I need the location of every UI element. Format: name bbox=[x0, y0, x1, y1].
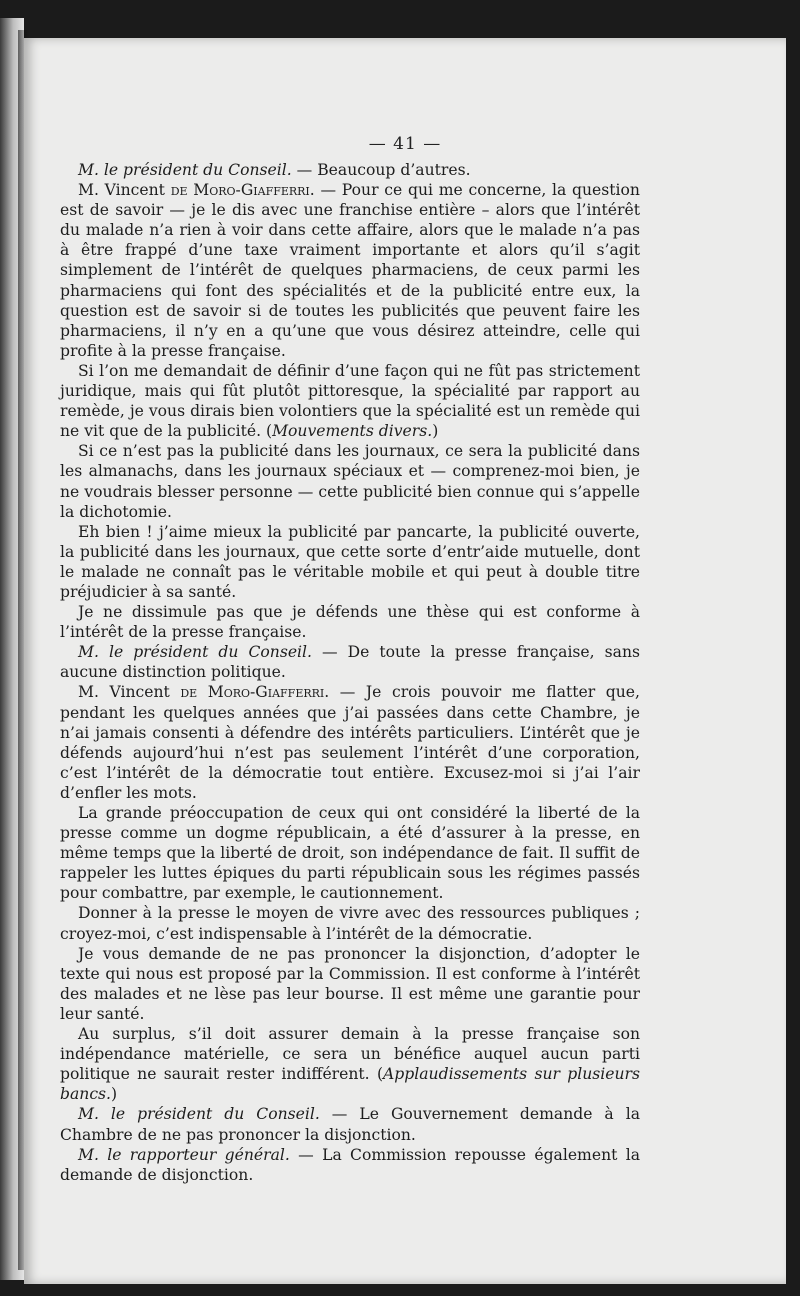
text-run: ) bbox=[111, 1085, 118, 1104]
speaker-name: de Moro-Giafferri. bbox=[170, 181, 315, 200]
paragraph bbox=[60, 1145, 640, 1185]
text-run: ) bbox=[432, 422, 439, 441]
italic-text: M. le rapporteur général. bbox=[78, 1145, 290, 1164]
text-run: M. Vincent bbox=[78, 181, 171, 200]
paragraph bbox=[60, 803, 640, 903]
book-page bbox=[24, 38, 786, 1284]
italic-text: M. le président du Conseil. bbox=[78, 643, 312, 662]
paragraph bbox=[60, 180, 640, 361]
text-run: — De toute la presse française, sans aucune distinction politique. bbox=[60, 643, 640, 682]
text-run: La grande préoccupation de ceux qui ont considéré la liberté de la presse comme un dogme républicain, a été d’assurer à la presse, en même temps que la liberté de droit, son indépendance de fait. Il suffit de rappeler les luttes épiques du parti républicain sous les régimes passés pour combattre, par exemple, le cautionnement. bbox=[60, 804, 640, 903]
paragraph bbox=[60, 642, 640, 682]
paragraph bbox=[60, 160, 640, 180]
italic-text: Applaudissements sur plusieurs bancs. bbox=[60, 1065, 640, 1104]
paragraph bbox=[60, 944, 640, 1024]
text-run: — Je crois pouvoir me flatter que, pendant les quelques années que j’ai passées dans cette Chambre, je n’ai jamais consenti à défendre des intérêts particuliers. L’intérêt que je défends aujourd’hui n’est pas seulement l’intérêt d’une corporation, c’est l’intérêt de la démocratie tout entière. Excusez-moi si j’ai l’air d’enfler les mots. bbox=[60, 683, 640, 802]
text-run: Donner à la presse le moyen de vivre avec des ressources publiques ; croyez-moi, c’est indispensable à l’intérêt de la démocratie. bbox=[60, 904, 640, 943]
text-run: — Beaucoup d’autres. bbox=[291, 161, 471, 179]
speaker-name: de Moro-Giafferri. bbox=[180, 683, 330, 702]
paragraph bbox=[60, 522, 640, 602]
text-run: Au surplus, s’il doit assurer demain à la presse française son indépendance matérielle, ce sera un bénéfice auquel aucun parti politique ne saurait rester indifférent. ( bbox=[60, 1025, 640, 1084]
page-number: — 41 — bbox=[368, 134, 442, 154]
italic-text: M. le président du Conseil. bbox=[78, 161, 292, 179]
paragraph bbox=[60, 682, 640, 803]
paragraph bbox=[60, 903, 640, 943]
paragraph bbox=[60, 1104, 640, 1144]
text-run: M. Vincent bbox=[78, 683, 181, 702]
page-body-text bbox=[60, 160, 640, 1185]
text-run: Si l’on me demandait de définir d’une façon qui ne fût pas strictement juridique, mais qui fût plutôt pittoresque, la spécialité par rapport au remède, je vous dirais bien volontiers que la spécialité est un remède qui ne vit que de la publicité. ( bbox=[60, 361, 640, 441]
text-run: — La Commission repousse également la demande de disjonction. bbox=[60, 1145, 640, 1184]
text-run: — Le Gouvernement demande à la Chambre de ne pas prononcer la disjonction. bbox=[60, 1105, 640, 1144]
paragraph bbox=[60, 602, 640, 642]
italic-text: Mouvements divers. bbox=[272, 422, 433, 441]
paragraph bbox=[60, 1024, 640, 1104]
paragraph bbox=[60, 361, 640, 441]
text-run: Je ne dissimule pas que je défends une thèse qui est conforme à l’intérêt de la presse française. bbox=[60, 603, 640, 642]
italic-text: M. le président du Conseil. bbox=[78, 1105, 320, 1124]
paragraph bbox=[60, 441, 640, 521]
text-run: — Pour ce qui me concerne, la question est de savoir — je le dis avec une franchise entière – alors que l’intérêt du malade n’a rien à voir dans cette affaire, alors que le malade n’a pas à être frappé d’une taxe vraiment importante et alors qu’il s’agit simplement de l’intérêt de quelques pharmaciens, de ceux parmi les pharmaciens qui font des spécialités et de la publicité entre eux, la question est de savoir si de toutes les publicités que peuvent faire les pharmaciens, il n’y en a qu’une que vous désirez atteindre, celle qui profite à la presse française. bbox=[60, 181, 640, 360]
text-run: Si ce n’est pas la publicité dans les journaux, ce sera la publicité dans les almanachs, dans les journaux spéciaux et — comprenez-moi bien, je ne voudrais blesser personne — cette publicité bien connue qui s’appelle la dichotomie. bbox=[60, 442, 640, 521]
text-run: Je vous demande de ne pas prononcer la disjonction, d’adopter le texte qui nous est proposé par la Commission. Il est conforme à l’intérêt des malades et ne lèse pas leur bourse. Il est même une garantie pour leur santé. bbox=[60, 944, 640, 1023]
text-run: Eh bien ! j’aime mieux la publicité par pancarte, la publicité ouverte, la publicité dans les journaux, que cette sorte d’entr’aide mutuelle, dont le malade ne connaît pas le véritable mobile et qui peut à double titre préjudicier à sa santé. bbox=[60, 522, 640, 601]
